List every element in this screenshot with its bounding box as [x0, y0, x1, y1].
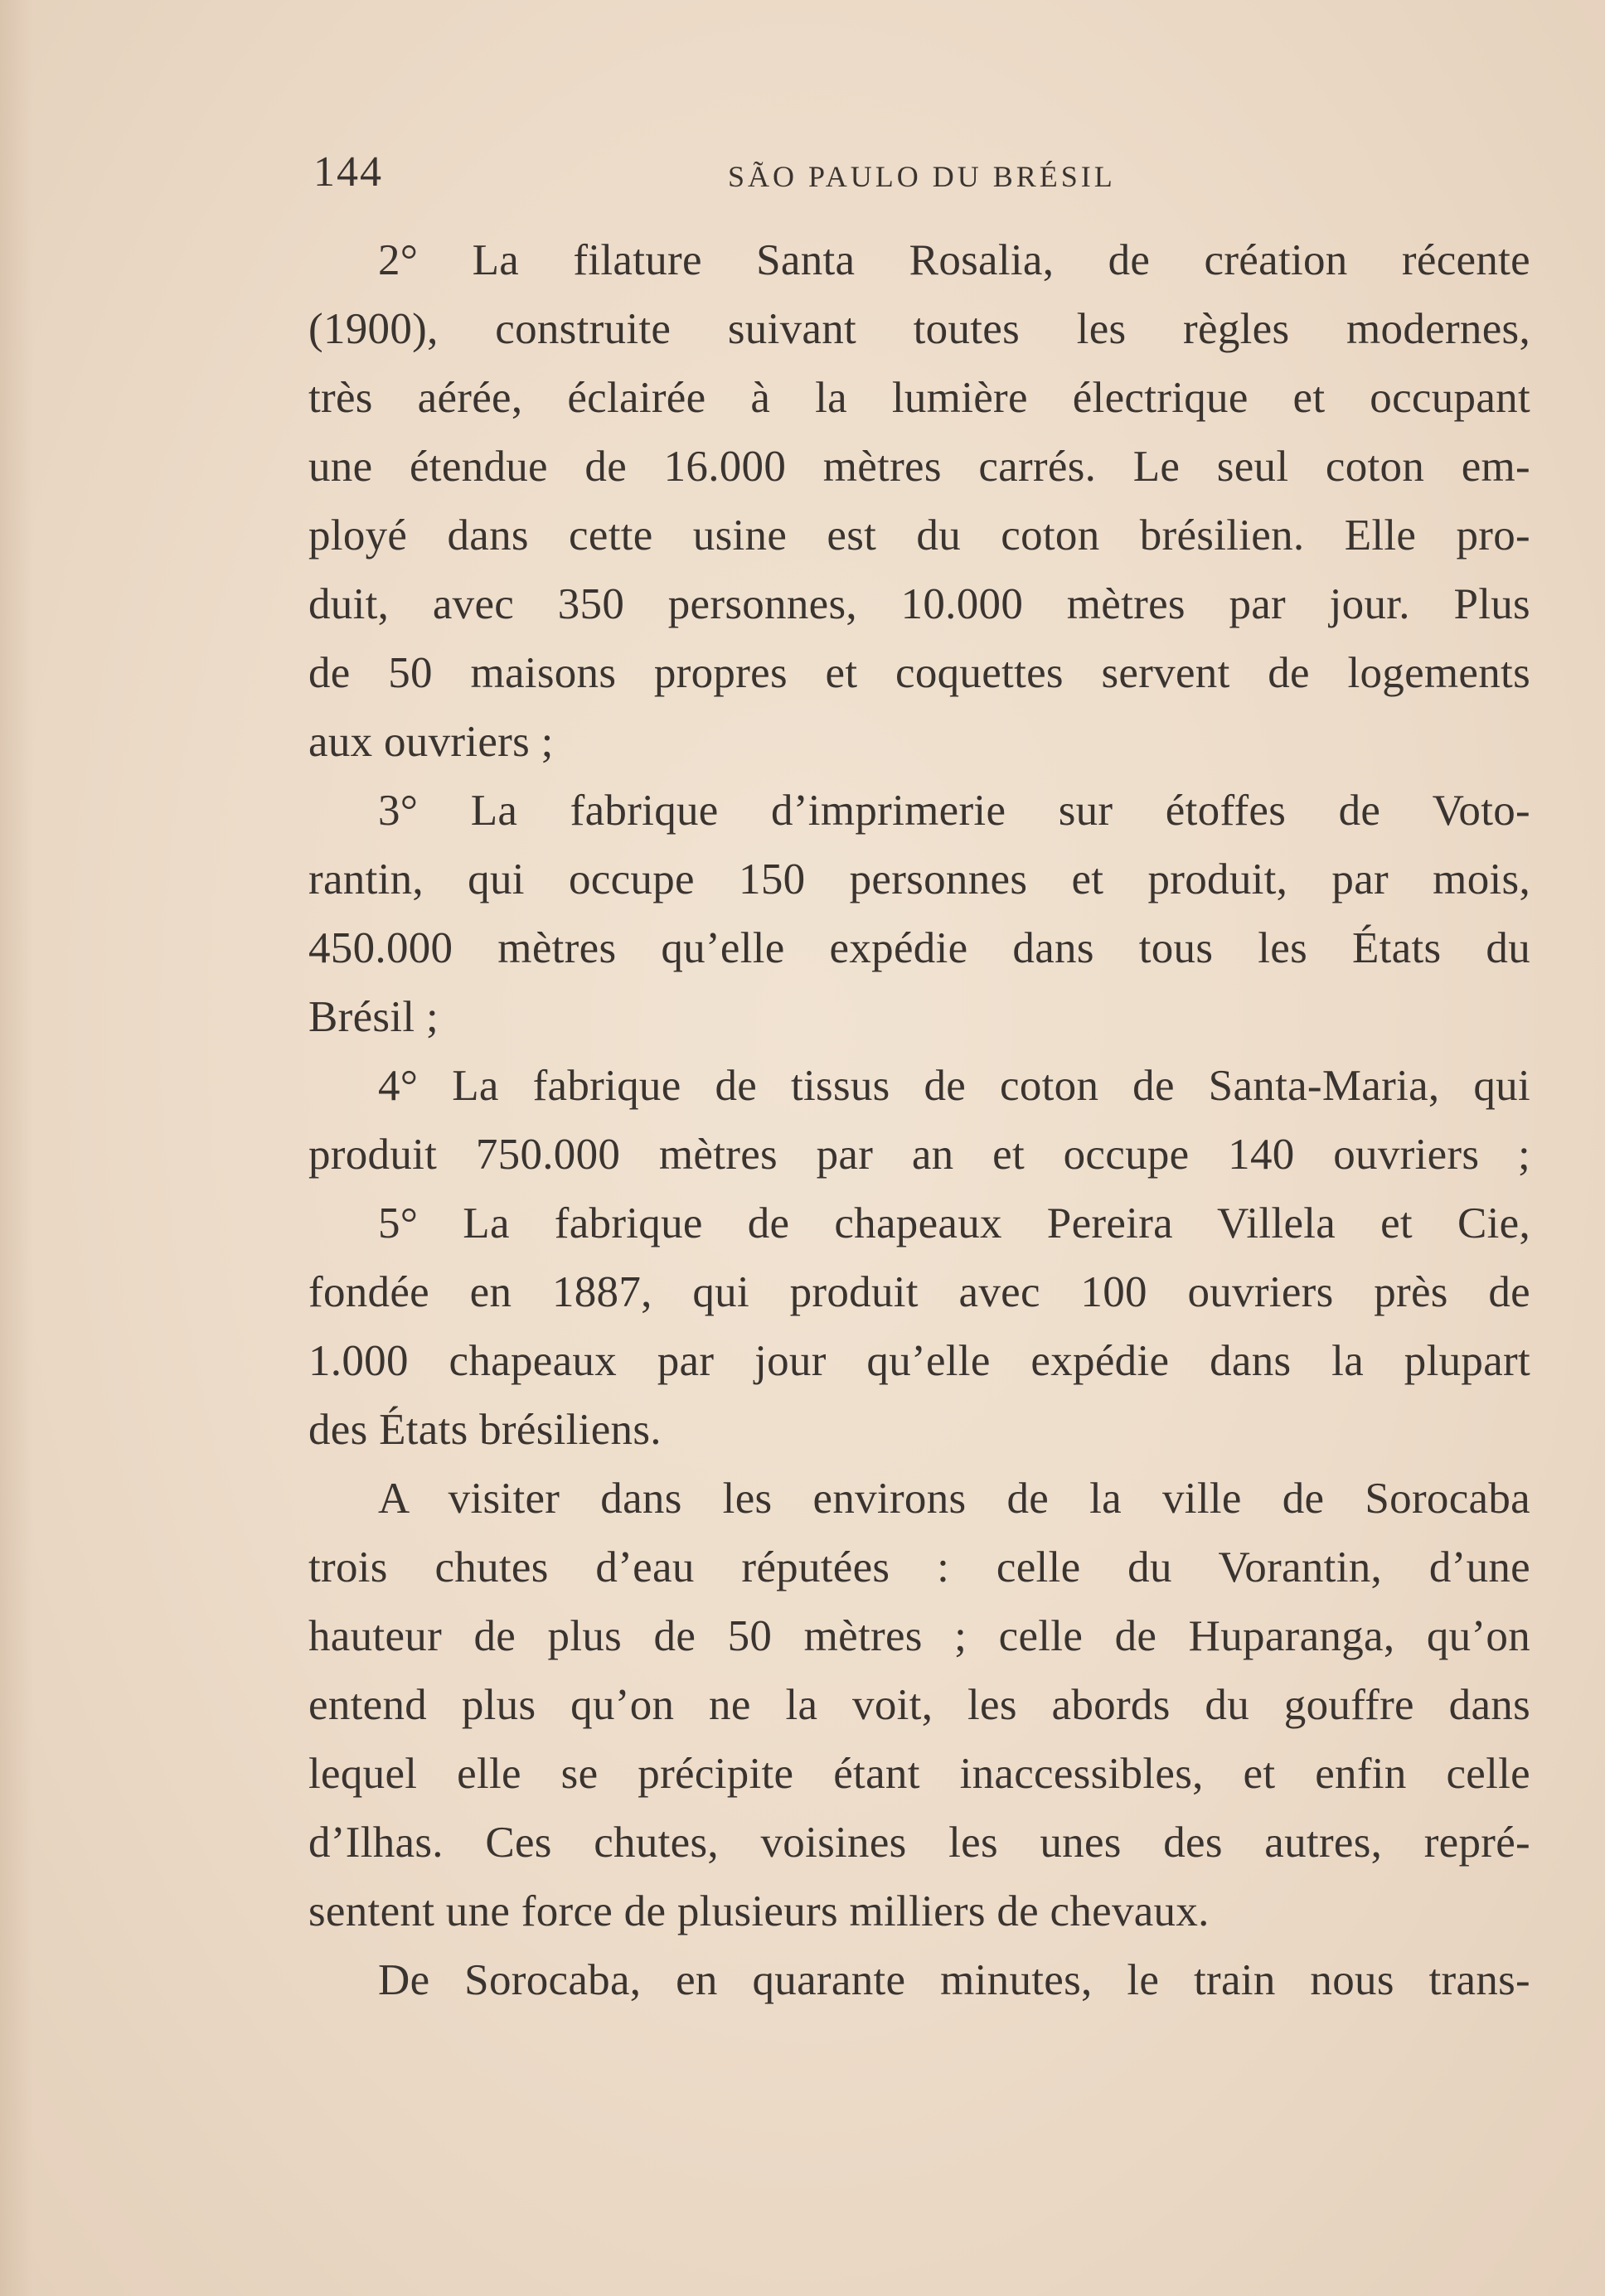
text-line: De Sorocaba, en quarante minutes, le train nous trans- [378, 1956, 1530, 2004]
text-line: duit, avec 350 personnes, 10.000 mètres par jour. Plus [308, 580, 1530, 628]
text-line: des États brésiliens. [308, 1406, 662, 1454]
page-header [313, 148, 1557, 206]
text-line: 450.000 mètres qu’elle expédie dans tous les États du [308, 924, 1530, 972]
text-line: lequel elle se précipite étant inaccessibles, et enfin celle [308, 1750, 1530, 1798]
text-line: une étendue de 16.000 mètres carrés. Le seul coton em- [308, 443, 1530, 491]
text-line: (1900), construite suivant toutes les règles modernes, [308, 305, 1530, 353]
text-line: entend plus qu’on ne la voit, les abords du gouffre dans [308, 1681, 1530, 1729]
running-title: SÃO PAULO DU BRÉSIL [728, 160, 1116, 193]
text-line: 1.000 chapeaux par jour qu’elle expédie dans la plupart [308, 1337, 1530, 1385]
text-line: d’Ilhas. Ces chutes, voisines les unes des autres, repré- [308, 1819, 1530, 1867]
text-line: rantin, qui occupe 150 personnes et produit, par mois, [308, 855, 1530, 903]
text-line: de 50 maisons propres et coquettes servent de logements [308, 649, 1530, 697]
page-edge-shadow [0, 0, 33, 2296]
text-line: aux ouvriers ; [308, 718, 554, 766]
text-line: 3° La fabrique d’imprimerie sur étoffes de Voto- [378, 787, 1530, 835]
text-line: A visiter dans les environs de la ville de Sorocaba [378, 1475, 1530, 1523]
page-number: 144 [313, 148, 383, 196]
text-line: 4° La fabrique de tissus de coton de Santa-Maria, qui [378, 1062, 1530, 1110]
text-line: 2° La filature Santa Rosalia, de création récente [378, 236, 1530, 284]
text-line: fondée en 1887, qui produit avec 100 ouvriers près de [308, 1268, 1530, 1316]
text-line: Brésil ; [308, 993, 439, 1041]
text-line: ployé dans cette usine est du coton brésilien. Elle pro- [308, 511, 1530, 559]
text-line: 5° La fabrique de chapeaux Pereira Villela et Cie, [378, 1199, 1530, 1247]
body-text [308, 226, 1530, 2015]
text-line: hauteur de plus de 50 mètres ; celle de Huparanga, qu’on [308, 1612, 1530, 1660]
text-line: sentent une force de plusieurs milliers de chevaux. [308, 1887, 1210, 1935]
text-line: très aérée, éclairée à la lumière électrique et occupant [308, 374, 1530, 422]
text-line: produit 750.000 mètres par an et occupe 140 ouvriers ; [308, 1131, 1530, 1179]
text-line: trois chutes d’eau réputées : celle du Vorantin, d’une [308, 1543, 1530, 1591]
